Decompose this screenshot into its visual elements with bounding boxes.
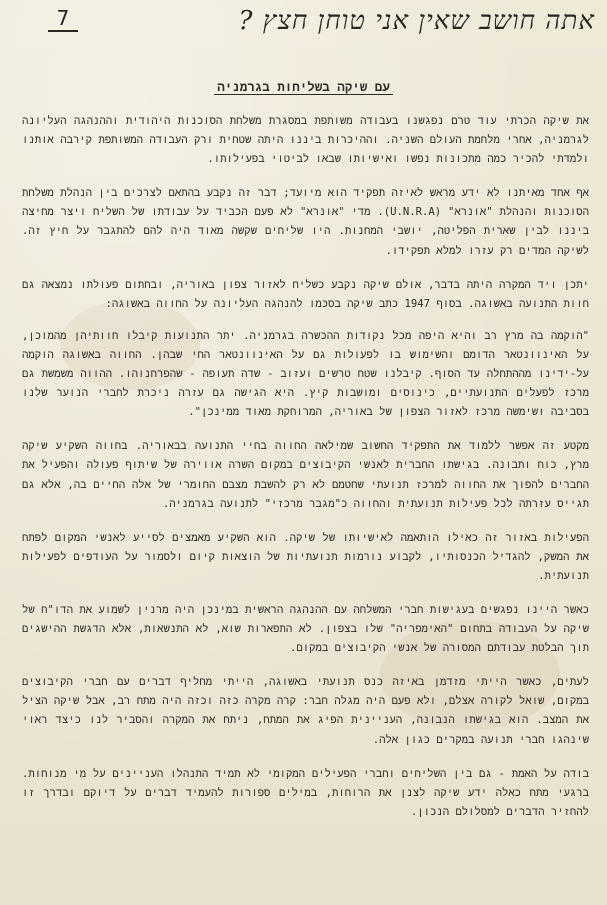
page-header <box>10 4 595 38</box>
paragraph: אף אחד מאיתנו לא ידע מראש לאיזה תפקיד הוא מיועד; דבר זה נקבע בהתאם לצרכים בין הנהלת משלחת הסוכנות והנהלת "אונרא" (U.N.R.A). מדי "אונרא" לא פעם הכביד על עבודתו של השליח ויצר מחיצה ביננו לבין שארית הפליטה, יושבי המחנות. היו שליחים שקשה מאוד היה להם להתגבר על חיץ זה. לשיקה המדים רק עזרו למלא תפקידו. <box>22 187 589 257</box>
quoted-paragraph: "הוקמה בה מרץ רב והיא היפה מכל נקודות ההכשרה בגרמניה. יתר התנועות קיבלו חוותיהן מהמוכן, על האינוונטאר הדומם והשימוש בו לפעולות גם על האינוונטאר החי שבהן. החווה באשוגה הוקמה על-ידינו מההתחלה עד הסוף. קיבלנו שטח טרשים ועזוב - שדה תעופה - שהפרחנוהו. ההווה משמשת גם מרכז לפעלים התנועתיים, כינוסים ומושבות קיץ. היא הגישה גם עזרה ניכרת לחברי הנוער שלנו בסביבה ושימשה מרכז לאזור הצפון של באוריה, המרוחקת מאוד ממינכן". <box>22 329 589 419</box>
paragraph: הפעילות באזור זה כאילו הותאמה לאישיותו של שיקה. הוא השקיע מאמצים לסייע לאנשי המקום לפתח את המשק, להגדיל הכנסותיו, לקבוע נורמות תנועתיות של הוצאות קיום ולסמור על העודפים לפעילות תנועתית. <box>22 531 589 582</box>
article-body <box>22 112 589 837</box>
paragraph: מקטע זה אפשר ללמוד את התפקיד החשוב שמילאה החווה בחיי התנועה בבאוריה. בחווה השקיע שיקה מרץ, כוח ותבונה. בגישתו החברית לאנשי הקיבוצים במקום השרה אווירה של שיתוף פעולה והפעיל את החברים להפוך את החווה למרכז תנועתי שחטמם לא רק להשבת מצבם החומרי של אלה החיים בה, אלא גם תגייס עזרתה לכל פעילות תנועתית והחווה כ"מגבר מרכזי" לתנועה בגרמניה. <box>22 440 589 510</box>
article-title <box>0 78 607 96</box>
paragraph: יתכן ויד המקרה היתה בדבר, אולם שיקה נקבע כשליח לאזור צפון באוריה, ובחתום פעולתו נמצאה גם חוות התנועה באשוגה. בסוף 1947 כתב שיקה בסכמו להנהגה העליונה על החווה באשוגה: <box>22 278 589 310</box>
page-number: 7 <box>48 6 78 32</box>
paragraph: את שיקה הכרתי עוד טרם נפגשנו בעבודה משותפת במסגרת משלחת הסוכנות היהודית וההנהגה העליונה לגרמניה, אחרי מלחמת העולם השניה. וההיכרות ביננו היתה שטחית ורק העבודה המשותפת קירבה אותנו ולמדתי להכיר כמה מתכונות נפשו ואישיותו שבאו לביטוי בפעילותו. <box>22 115 589 166</box>
paragraph: בודה על האמת - גם בין השליחים וחברי הפעילים המקומי לא תמיד התנהלו העניינים על מי מנוחות. ברגעי מתח כאלה ידע שיקה לצנן את הרוחות, במילים ספורות להעמיד דברים על דיוקם ובדרך זו להחזיר הדברים למסלולם הנכון. <box>22 767 589 818</box>
paragraph: כאשר היינו נפגשים בעגישות חברי המשלחה עם ההנהגה הראשית במינכן היה מרנין לשמוע את הדו"ח של שיקה על העבודה בתחום "האימפריה" שלו בצפון. לא התפארות שוא, לא התנשאות, אלא הדגשת ההישגים תוך הבלטת עבודתם המסורה של אנשי הקיבוצים במקום. <box>22 603 589 655</box>
paragraph: לעתים, כאשר הייתי מזדמן באיזה כנס תנועתי באשוגה, הייתי מחליף דברים עם חברי הקיבוצים במקום, שואל לקורה אצלם, ולא פעם היה מגלה חבר: קרה מקרה כזה וכזה היה מתח רב, אבל שיקה הציל את המצב. הוא בגישתו הנבונה, העניינית הפיג את המתח, ניתח את המקרה והסביר לנו כיצד ראוי שינהגו חברי תנועה במקרים כגון אלה. <box>22 676 589 746</box>
article-title-text: עם שיקה בשליחות בגרמניה <box>214 79 393 95</box>
handwritten-note: אתה חושב שאין אני טוחן חצץ ? <box>238 6 595 36</box>
